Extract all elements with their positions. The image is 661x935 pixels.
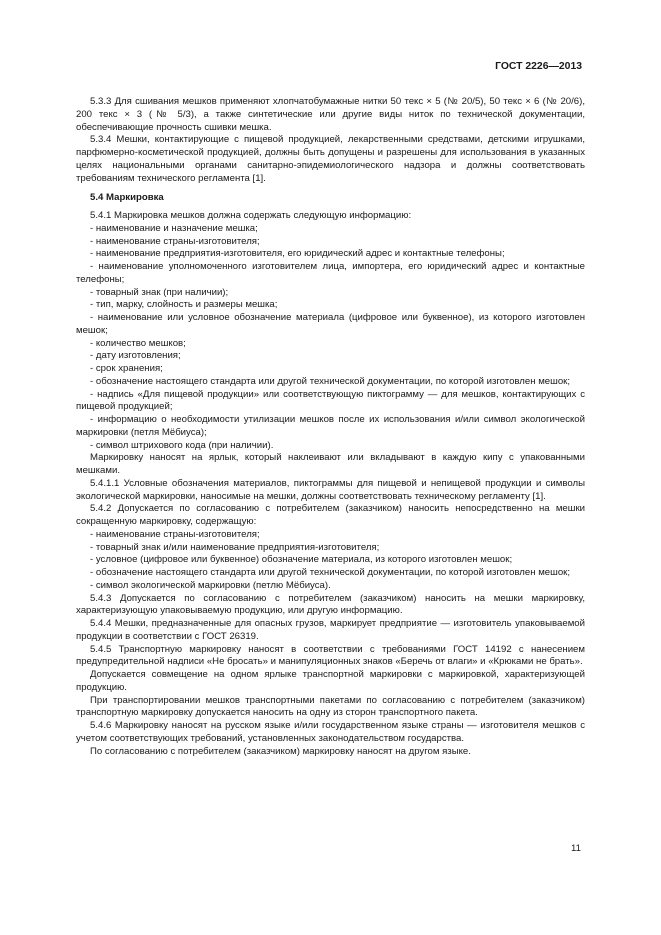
clause-5-4-6: 5.4.6 Маркировку наносят на русском языке и/или государственном языке страны — изготовителя мешков с учетом соответствующих требований, установленных законодательством государства. xyxy=(76,720,585,744)
list-item: - количество мешков; xyxy=(90,337,186,349)
clause-5-4-1-1: 5.4.1.1 Условные обозначения материалов, пиктограммы для пищевой и непищевой продукции и символы экологической маркировки, наносимые на мешки, должны соответствовать техническому регламенту [1]. xyxy=(76,477,585,502)
list-item: - наименование страны-изготовителя; xyxy=(90,235,260,247)
list-item: - обозначение настоящего стандарта или другой технической документации, по которой изготовлен мешок; xyxy=(90,567,571,578)
list-item: - надпись «Для пищевой продукции» или соответствующую пиктограмму — для мешков, контактирующих с пищевой продукцией; xyxy=(76,388,585,413)
list-item: - тип, марку, слойность и размеры мешка; xyxy=(90,299,278,311)
list-item: - обозначение настоящего стандарта или другой технической документации, по которой изготовлен мешок; xyxy=(90,375,571,387)
clause-5-3-4: 5.3.4 Мешки, контактирующие с пищевой продукцией, лекарственными средствами, детскими игрушками, парфюмерно-косметической продукцией, должны быть допущены и разрешены для использования в указанных целях национальными органами санитарно-эпидемиологического надзора и должны соответствовать требованиям технического регламента [1]. xyxy=(76,134,585,184)
list-item: - символ экологической маркировки (петлю Мёбиуса). xyxy=(90,579,331,591)
document-header: ГОСТ 2226—2013 xyxy=(495,61,582,72)
list-item: - символ штрихового кода (при наличии). xyxy=(90,439,274,451)
clause-5-4-5-combined-label: Допускается совмещение на одном ярлыке транспортной маркировки с маркировкой, характеризующей продукцию. xyxy=(76,669,585,693)
list-item: - срок хранения; xyxy=(90,363,163,374)
list-item: - дату изготовления; xyxy=(90,350,181,362)
clause-5-4-3: 5.4.3 Допускается по согласованию с потребителем (заказчиком) наносить на мешки маркировку, характеризующую упаковываемую продукцию, или другую информацию. xyxy=(76,592,585,617)
section-heading: 5.4 Маркировка xyxy=(90,192,164,204)
clause-5-4-5: 5.4.5 Транспортную маркировку наносят в соответствии с требованиями ГОСТ 14192 с нанесением предупредительной надписи «Не бросать» и манипуляционных знаков «Беречь от влаги» и «Крюками не брать». xyxy=(76,643,585,668)
clause-5-4-6-other-language: По согласованию с потребителем (заказчиком) маркировку наносят на другом языке. xyxy=(90,745,471,757)
list-item: - условное (цифровое или буквенное) обозначение материала, из которого изготовлен мешок; xyxy=(90,554,513,566)
clause-5-4-2: 5.4.2 Допускается по согласованию с потребителем (заказчиком) наносить непосредственно на мешки сокращенную маркировку, содержащую: xyxy=(76,503,585,527)
short-marking-list xyxy=(76,529,585,593)
clause-5-4-4: 5.4.4 Мешки, предназначенные для опасных грузов, маркирует предприятие — изготовитель упаковываемой продукции в соответствии с ГОСТ 26319. xyxy=(76,618,585,642)
list-item: - товарный знак и/или наименование предприятия-изготовителя; xyxy=(90,541,380,553)
list-item: - наименование и назначение мешка; xyxy=(90,222,258,234)
list-item: - наименование или условное обозначение материала (цифровое или буквенное), из которого изготовлен мешок; xyxy=(76,312,585,336)
list-item: - наименование предприятия-изготовителя, его юридический адрес и контактные телефоны; xyxy=(90,248,505,260)
list-item: - информацию о необходимости утилизации мешков после их использования и/или символ экологической маркировки (петля Мёбиуса); xyxy=(76,414,585,438)
clause-5-4-5-transport-packs: При транспортировании мешков транспортными пакетами по согласованию с потребителем (заказчиком) транспортную маркировку допускается наносить на одну из сторон транспортного пакета. xyxy=(76,694,585,719)
clause-5-3-3: 5.3.3 Для сшивания мешков применяют хлопчатобумажные нитки 50 текс × 5 (№ 20/5), 50 текс × 6 (№ 20/6), 200 текс × 3 (№ 5/3), а также синтетические или другие виды ниток по технической документации, обеспечивающие прочность сшивки мешка. xyxy=(76,96,585,133)
clause-5-4-1-tail: Маркировку наносят на ярлык, который наклеивают или вкладывают в каждую кипу с упакованными мешками. xyxy=(76,452,585,476)
clause-5-4-1: 5.4.1 Маркировка мешков должна содержать следующую информацию: xyxy=(90,210,412,221)
marking-list xyxy=(76,223,585,453)
list-item: - товарный знак (при наличии); xyxy=(90,286,229,298)
page-number: 11 xyxy=(571,843,581,854)
list-item: - наименование страны-изготовителя; xyxy=(90,528,260,540)
document-body xyxy=(76,96,585,758)
list-item: - наименование уполномоченного изготовителем лица, импортера, его юридический адрес и контактные телефоны; xyxy=(76,261,585,285)
